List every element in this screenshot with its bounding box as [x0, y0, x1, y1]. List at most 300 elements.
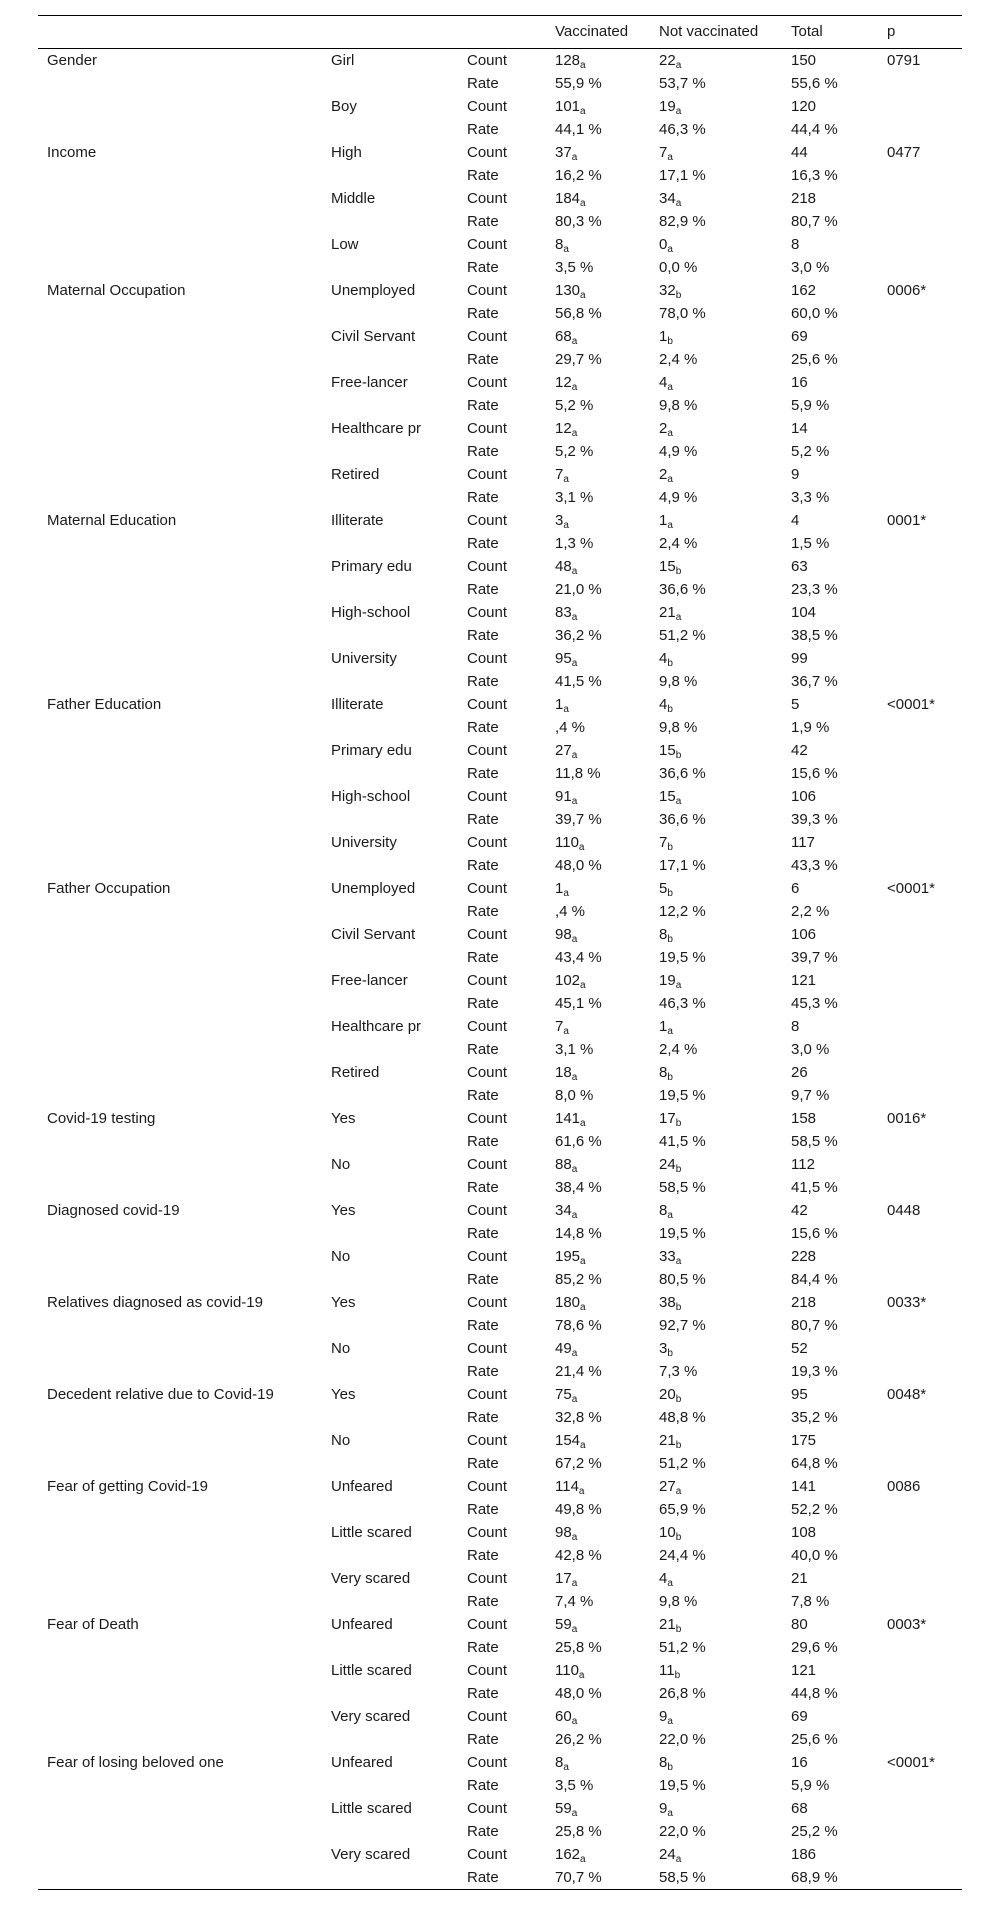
total-rate-cell-value: 3,0 % — [791, 259, 830, 276]
category-cell-value: Healthcare pr — [331, 420, 422, 437]
category-cell — [322, 1406, 458, 1429]
not-vaccinated-count-cell — [650, 1705, 782, 1728]
category-cell — [322, 1728, 458, 1751]
measure-cell-value: Rate — [467, 811, 499, 828]
not-vaccinated-count-cell — [650, 233, 782, 256]
variable-cell-value: Relatives diagnosed as covid-19 — [47, 1294, 263, 1311]
table-row-rate — [38, 72, 962, 95]
variable-cell — [38, 1015, 322, 1038]
header-cell-variable — [38, 16, 322, 49]
table-row-count — [38, 1061, 962, 1084]
measure-cell-value: Rate — [467, 1041, 499, 1058]
not-vaccinated-rate-cell-value: 26,8 % — [659, 1685, 706, 1702]
measure-cell-value: Rate — [467, 1501, 499, 1518]
vaccinated-count-cell-significance-letter: a — [580, 1440, 586, 1451]
vaccinated-count-cell-significance-letter: a — [578, 1670, 585, 1681]
measure-cell-value: Count — [467, 1800, 508, 1817]
table-row-rate — [38, 394, 962, 417]
not-vaccinated-count-cell-value: 21 — [659, 1616, 676, 1633]
vaccinated-rate-cell-value: 38,4 % — [555, 1179, 602, 1196]
total-count-cell — [782, 1245, 878, 1268]
measure-cell — [458, 877, 546, 900]
variable-cell — [38, 1544, 322, 1567]
vaccinated-rate-cell — [546, 1452, 650, 1475]
measure-cell — [458, 141, 546, 164]
category-cell — [322, 49, 458, 73]
measure-cell-value: Count — [467, 1156, 508, 1173]
variable-cell — [38, 716, 322, 739]
category-cell — [322, 992, 458, 1015]
total-count-cell-value: 162 — [791, 282, 817, 299]
vaccinated-count-cell — [546, 1797, 650, 1820]
vaccinated-count-cell — [546, 49, 650, 73]
not-vaccinated-count-cell-value: 1 — [659, 1018, 668, 1035]
table-row-count — [38, 1521, 962, 1544]
p-value-cell — [878, 624, 962, 647]
table-row-count — [38, 233, 962, 256]
measure-cell-value: Count — [467, 512, 508, 529]
measure-cell-value: Rate — [467, 1133, 499, 1150]
measure-cell-value: Count — [467, 650, 508, 667]
measure-cell-value: Count — [467, 1294, 508, 1311]
vaccinated-rate-cell — [546, 1406, 650, 1429]
vaccinated-rate-cell — [546, 1498, 650, 1521]
total-count-cell — [782, 1429, 878, 1452]
vaccinated-count-cell-value: 110 — [555, 834, 579, 851]
table-row-rate — [38, 118, 962, 141]
variable-cell — [38, 1475, 322, 1498]
total-count-cell-value: 8 — [791, 1018, 800, 1035]
not-vaccinated-count-cell-value: 10 — [659, 1524, 676, 1541]
vaccinated-count-cell-significance-letter: a — [571, 1210, 578, 1221]
category-cell — [322, 1705, 458, 1728]
p-value-cell — [878, 187, 962, 210]
not-vaccinated-rate-cell — [650, 1314, 782, 1337]
vaccinated-rate-cell-value: 80,3 % — [555, 213, 602, 230]
category-cell — [322, 348, 458, 371]
table-row-count — [38, 49, 962, 73]
total-rate-cell — [782, 1774, 878, 1797]
vaccinated-count-cell-value: 101 — [555, 98, 581, 115]
variable-cell — [38, 946, 322, 969]
p-value-cell — [878, 785, 962, 808]
table-row-rate — [38, 1176, 962, 1199]
vaccinated-count-cell-significance-letter: a — [571, 566, 578, 577]
table-row-rate — [38, 1360, 962, 1383]
category-cell — [322, 1429, 458, 1452]
header-cell-category — [322, 16, 458, 49]
total-count-cell-value: 14 — [791, 420, 808, 437]
measure-cell-value: Count — [467, 926, 508, 943]
vaccinated-count-cell — [546, 739, 650, 762]
variable-cell — [38, 1383, 322, 1406]
measure-cell-value: Rate — [467, 305, 499, 322]
not-vaccinated-rate-cell — [650, 1222, 782, 1245]
total-rate-cell — [782, 1866, 878, 1890]
vaccinated-rate-cell — [546, 624, 650, 647]
total-count-cell-value: 4 — [791, 512, 800, 529]
measure-cell-value: Count — [467, 1248, 508, 1265]
not-vaccinated-rate-cell — [650, 854, 782, 877]
total-count-cell — [782, 1199, 878, 1222]
measure-cell-value: Count — [467, 466, 508, 483]
vaccinated-count-cell — [546, 417, 650, 440]
total-rate-cell — [782, 716, 878, 739]
variable-cell — [38, 785, 322, 808]
measure-cell — [458, 1567, 546, 1590]
p-value-cell — [878, 1153, 962, 1176]
variable-cell — [38, 509, 322, 532]
table-row-rate — [38, 1084, 962, 1107]
not-vaccinated-count-cell-value: 7 — [659, 834, 668, 851]
measure-cell-value: Rate — [467, 121, 499, 138]
vaccinated-rate-cell — [546, 716, 650, 739]
not-vaccinated-count-cell-value: 20 — [659, 1386, 676, 1403]
category-cell — [322, 900, 458, 923]
vaccinated-count-cell — [546, 969, 650, 992]
vaccinated-rate-cell — [546, 256, 650, 279]
not-vaccinated-rate-cell-value: 78,0 % — [659, 305, 706, 322]
vaccinated-rate-cell — [546, 1314, 650, 1337]
not-vaccinated-rate-cell-value: 46,3 % — [659, 121, 706, 138]
variable-cell — [38, 348, 322, 371]
not-vaccinated-count-cell-value: 17 — [659, 1110, 676, 1127]
measure-cell — [458, 670, 546, 693]
p-value-cell — [878, 1176, 962, 1199]
total-count-cell — [782, 601, 878, 624]
category-cell — [322, 923, 458, 946]
not-vaccinated-rate-cell — [650, 578, 782, 601]
measure-cell-value: Rate — [467, 1225, 499, 1242]
total-rate-cell — [782, 1820, 878, 1843]
p-value-cell — [878, 808, 962, 831]
measure-cell — [458, 1429, 546, 1452]
p-value-cell — [878, 325, 962, 348]
vaccinated-count-cell-value: 95 — [555, 650, 572, 667]
p-value-cell — [878, 1107, 962, 1130]
not-vaccinated-count-cell — [650, 1475, 782, 1498]
measure-cell — [458, 1222, 546, 1245]
vaccinated-rate-cell-value: 26,2 % — [555, 1731, 602, 1748]
not-vaccinated-count-cell-significance-letter: b — [675, 566, 682, 577]
p-value-cell — [878, 1337, 962, 1360]
category-cell — [322, 72, 458, 95]
vaccinated-count-cell-value: 114 — [555, 1478, 579, 1495]
not-vaccinated-count-cell-significance-letter: a — [675, 198, 682, 209]
not-vaccinated-rate-cell — [650, 1820, 782, 1843]
not-vaccinated-count-cell-significance-letter: b — [674, 1670, 681, 1681]
not-vaccinated-rate-cell-value: 58,5 % — [659, 1179, 706, 1196]
vaccinated-count-cell-significance-letter: a — [580, 198, 586, 209]
table-row-rate — [38, 716, 962, 739]
vaccinated-rate-cell-value: 3,5 % — [555, 1777, 594, 1794]
total-rate-cell — [782, 808, 878, 831]
category-cell — [322, 1360, 458, 1383]
table-row-rate — [38, 1728, 962, 1751]
measure-cell — [458, 1498, 546, 1521]
p-value-cell — [878, 210, 962, 233]
category-cell-value: High — [331, 144, 362, 161]
vaccinated-count-cell-value: 180 — [555, 1294, 581, 1311]
variable-cell-value: Fear of losing beloved one — [47, 1754, 224, 1771]
vaccinated-count-cell-significance-letter: a — [580, 1118, 586, 1129]
vaccinated-count-cell-value: 8 — [555, 1754, 564, 1771]
vaccinated-rate-cell-value: 43,4 % — [555, 949, 602, 966]
table-row-rate — [38, 1268, 962, 1291]
category-cell-value: No — [331, 1156, 351, 1173]
not-vaccinated-count-cell — [650, 601, 782, 624]
vaccinated-rate-cell — [546, 1130, 650, 1153]
measure-cell-value: Rate — [467, 1317, 499, 1334]
variable-cell — [38, 233, 322, 256]
vaccinated-count-cell — [546, 831, 650, 854]
table-row-count — [38, 1199, 962, 1222]
total-rate-cell-value: 40,0 % — [791, 1547, 838, 1564]
category-cell — [322, 1475, 458, 1498]
measure-cell-value: Count — [467, 834, 508, 851]
not-vaccinated-rate-cell-value: 53,7 % — [659, 75, 706, 92]
not-vaccinated-rate-cell — [650, 210, 782, 233]
measure-cell-value: Count — [467, 1570, 508, 1587]
category-cell-value: Middle — [331, 190, 376, 207]
not-vaccinated-rate-cell-value: 51,2 % — [659, 1455, 706, 1472]
total-count-cell — [782, 1061, 878, 1084]
category-cell — [322, 1130, 458, 1153]
table-row-rate — [38, 210, 962, 233]
not-vaccinated-count-cell-significance-letter: b — [667, 1348, 673, 1359]
p-value-cell — [878, 1383, 962, 1406]
not-vaccinated-count-cell — [650, 1567, 782, 1590]
category-cell — [322, 1268, 458, 1291]
variable-cell — [38, 1199, 322, 1222]
vaccinated-rate-cell — [546, 394, 650, 417]
total-count-cell — [782, 509, 878, 532]
measure-cell — [458, 118, 546, 141]
total-count-cell-value: 68 — [791, 1800, 808, 1817]
category-cell — [322, 739, 458, 762]
variable-cell — [38, 141, 322, 164]
vaccinated-count-cell-significance-letter: a — [571, 796, 578, 807]
total-count-cell — [782, 463, 878, 486]
category-cell — [322, 187, 458, 210]
vaccinated-count-cell — [546, 785, 650, 808]
table-row-rate — [38, 1590, 962, 1613]
vaccinated-count-cell — [546, 1245, 650, 1268]
total-count-cell-value: 69 — [791, 1708, 808, 1725]
not-vaccinated-rate-cell-value: 19,5 % — [659, 1777, 706, 1794]
category-cell — [322, 509, 458, 532]
vaccinated-rate-cell-value: 21,0 % — [555, 581, 602, 598]
total-count-cell — [782, 1291, 878, 1314]
total-rate-cell-value: 60,0 % — [791, 305, 838, 322]
total-count-cell-value: 175 — [791, 1432, 817, 1449]
total-rate-cell — [782, 1452, 878, 1475]
measure-cell — [458, 1314, 546, 1337]
vaccinated-count-cell — [546, 1475, 650, 1498]
vaccinated-count-cell-value: 83 — [555, 604, 572, 621]
vaccinated-rate-cell — [546, 900, 650, 923]
table-row-rate — [38, 854, 962, 877]
p-value-cell — [878, 969, 962, 992]
category-cell — [322, 1084, 458, 1107]
measure-cell — [458, 463, 546, 486]
not-vaccinated-count-cell — [650, 1153, 782, 1176]
not-vaccinated-count-cell — [650, 785, 782, 808]
p-value-cell-value: 0791 — [887, 52, 921, 69]
table-row-rate — [38, 1406, 962, 1429]
category-cell — [322, 1774, 458, 1797]
measure-cell — [458, 808, 546, 831]
not-vaccinated-rate-cell — [650, 946, 782, 969]
variable-cell — [38, 256, 322, 279]
total-rate-cell — [782, 624, 878, 647]
measure-cell-value: Rate — [467, 719, 499, 736]
total-rate-cell — [782, 1728, 878, 1751]
measure-cell — [458, 417, 546, 440]
table-row-rate — [38, 302, 962, 325]
category-cell — [322, 1061, 458, 1084]
variable-cell — [38, 1176, 322, 1199]
vaccinated-count-cell-significance-letter: a — [571, 658, 578, 669]
not-vaccinated-count-cell-significance-letter: b — [675, 1118, 682, 1129]
total-count-cell — [782, 1337, 878, 1360]
not-vaccinated-rate-cell — [650, 72, 782, 95]
not-vaccinated-count-cell — [650, 739, 782, 762]
total-rate-cell — [782, 1176, 878, 1199]
not-vaccinated-count-cell-value: 4 — [659, 374, 668, 391]
measure-cell — [458, 1659, 546, 1682]
p-value-cell — [878, 509, 962, 532]
not-vaccinated-count-cell — [650, 831, 782, 854]
not-vaccinated-count-cell — [650, 877, 782, 900]
vaccinated-rate-cell-value: 3,1 % — [555, 1041, 594, 1058]
vaccinated-rate-cell — [546, 1866, 650, 1890]
not-vaccinated-rate-cell-value: 19,5 % — [659, 1225, 706, 1242]
vaccinated-rate-cell-value: 25,8 % — [555, 1639, 602, 1656]
measure-cell-value: Rate — [467, 535, 499, 552]
not-vaccinated-count-cell-significance-letter: b — [667, 1762, 673, 1773]
not-vaccinated-rate-cell — [650, 1360, 782, 1383]
p-value-cell — [878, 1728, 962, 1751]
variable-cell — [38, 325, 322, 348]
not-vaccinated-rate-cell — [650, 1682, 782, 1705]
total-count-cell — [782, 1843, 878, 1866]
not-vaccinated-count-cell — [650, 1797, 782, 1820]
vaccinated-count-cell-significance-letter: a — [571, 152, 578, 163]
category-cell — [322, 1820, 458, 1843]
variable-cell — [38, 1337, 322, 1360]
total-rate-cell-value: 7,8 % — [791, 1593, 830, 1610]
total-rate-cell — [782, 1682, 878, 1705]
measure-cell-value: Count — [467, 1340, 508, 1357]
total-count-cell-value: 80 — [791, 1616, 808, 1633]
vaccinated-count-cell-significance-letter: a — [571, 382, 578, 393]
not-vaccinated-count-cell — [650, 1107, 782, 1130]
vaccinated-count-cell — [546, 1015, 650, 1038]
measure-cell — [458, 1337, 546, 1360]
vaccinated-count-cell-significance-letter: a — [571, 1072, 578, 1083]
p-value-cell — [878, 256, 962, 279]
not-vaccinated-count-cell — [650, 1015, 782, 1038]
category-cell — [322, 417, 458, 440]
vaccinated-rate-cell-value: 85,2 % — [555, 1271, 602, 1288]
total-count-cell-value: 150 — [791, 52, 817, 69]
header-row — [38, 16, 962, 49]
vaccinated-count-cell-value: 91 — [555, 788, 572, 805]
vaccinated-rate-cell — [546, 1222, 650, 1245]
not-vaccinated-count-cell-significance-letter: a — [675, 796, 682, 807]
not-vaccinated-count-cell-significance-letter: a — [667, 474, 673, 485]
not-vaccinated-count-cell-significance-letter: b — [675, 1624, 682, 1635]
measure-cell — [458, 601, 546, 624]
category-cell — [322, 440, 458, 463]
not-vaccinated-rate-cell — [650, 1176, 782, 1199]
not-vaccinated-count-cell — [650, 1291, 782, 1314]
category-cell — [322, 555, 458, 578]
table-row-count — [38, 1567, 962, 1590]
category-cell — [322, 578, 458, 601]
vaccinated-count-cell-significance-letter: a — [571, 1348, 578, 1359]
category-cell-value: Yes — [331, 1386, 356, 1403]
not-vaccinated-count-cell-significance-letter: a — [675, 612, 682, 623]
vaccinated-rate-cell — [546, 440, 650, 463]
measure-cell-value: Count — [467, 742, 508, 759]
vaccinated-count-cell — [546, 509, 650, 532]
variable-cell — [38, 900, 322, 923]
vaccinated-rate-cell — [546, 1774, 650, 1797]
category-cell — [322, 486, 458, 509]
measure-cell-value: Rate — [467, 1685, 499, 1702]
total-rate-cell-value: 39,3 % — [791, 811, 838, 828]
vaccinated-count-cell-significance-letter: a — [571, 1716, 578, 1727]
vaccinated-count-cell-value: 184 — [555, 190, 581, 207]
not-vaccinated-count-cell-value: 27 — [659, 1478, 676, 1495]
vaccinated-count-cell-significance-letter: a — [563, 474, 569, 485]
table-row-count — [38, 877, 962, 900]
measure-cell — [458, 1705, 546, 1728]
p-value-cell-value: 0003* — [887, 1616, 927, 1633]
category-cell-value: No — [331, 1248, 351, 1265]
measure-cell-value: Rate — [467, 1639, 499, 1656]
measure-cell — [458, 72, 546, 95]
vaccinated-count-cell — [546, 371, 650, 394]
variable-cell-value: Gender — [47, 52, 98, 69]
total-rate-cell-value: 9,7 % — [791, 1087, 830, 1104]
total-rate-cell-value: 39,7 % — [791, 949, 838, 966]
not-vaccinated-count-cell-significance-letter: a — [667, 428, 673, 439]
measure-cell — [458, 187, 546, 210]
not-vaccinated-rate-cell-value: 2,4 % — [659, 1041, 698, 1058]
variable-cell — [38, 371, 322, 394]
p-value-cell — [878, 601, 962, 624]
not-vaccinated-count-cell-value: 2 — [659, 420, 668, 437]
vaccinated-count-cell-value: 98 — [555, 926, 572, 943]
vaccinated-rate-cell — [546, 1636, 650, 1659]
measure-cell — [458, 1866, 546, 1890]
table-row-count — [38, 1337, 962, 1360]
vaccinated-count-cell-significance-letter: a — [580, 1854, 586, 1865]
measure-cell-value: Count — [467, 1662, 508, 1679]
vaccinated-count-cell — [546, 279, 650, 302]
table-row-count — [38, 463, 962, 486]
p-value-cell — [878, 1291, 962, 1314]
table-row-rate — [38, 532, 962, 555]
total-count-cell — [782, 923, 878, 946]
vaccinated-count-cell — [546, 463, 650, 486]
p-value-cell — [878, 1866, 962, 1890]
vaccinated-count-cell-significance-letter: a — [580, 106, 586, 117]
p-value-cell — [878, 394, 962, 417]
